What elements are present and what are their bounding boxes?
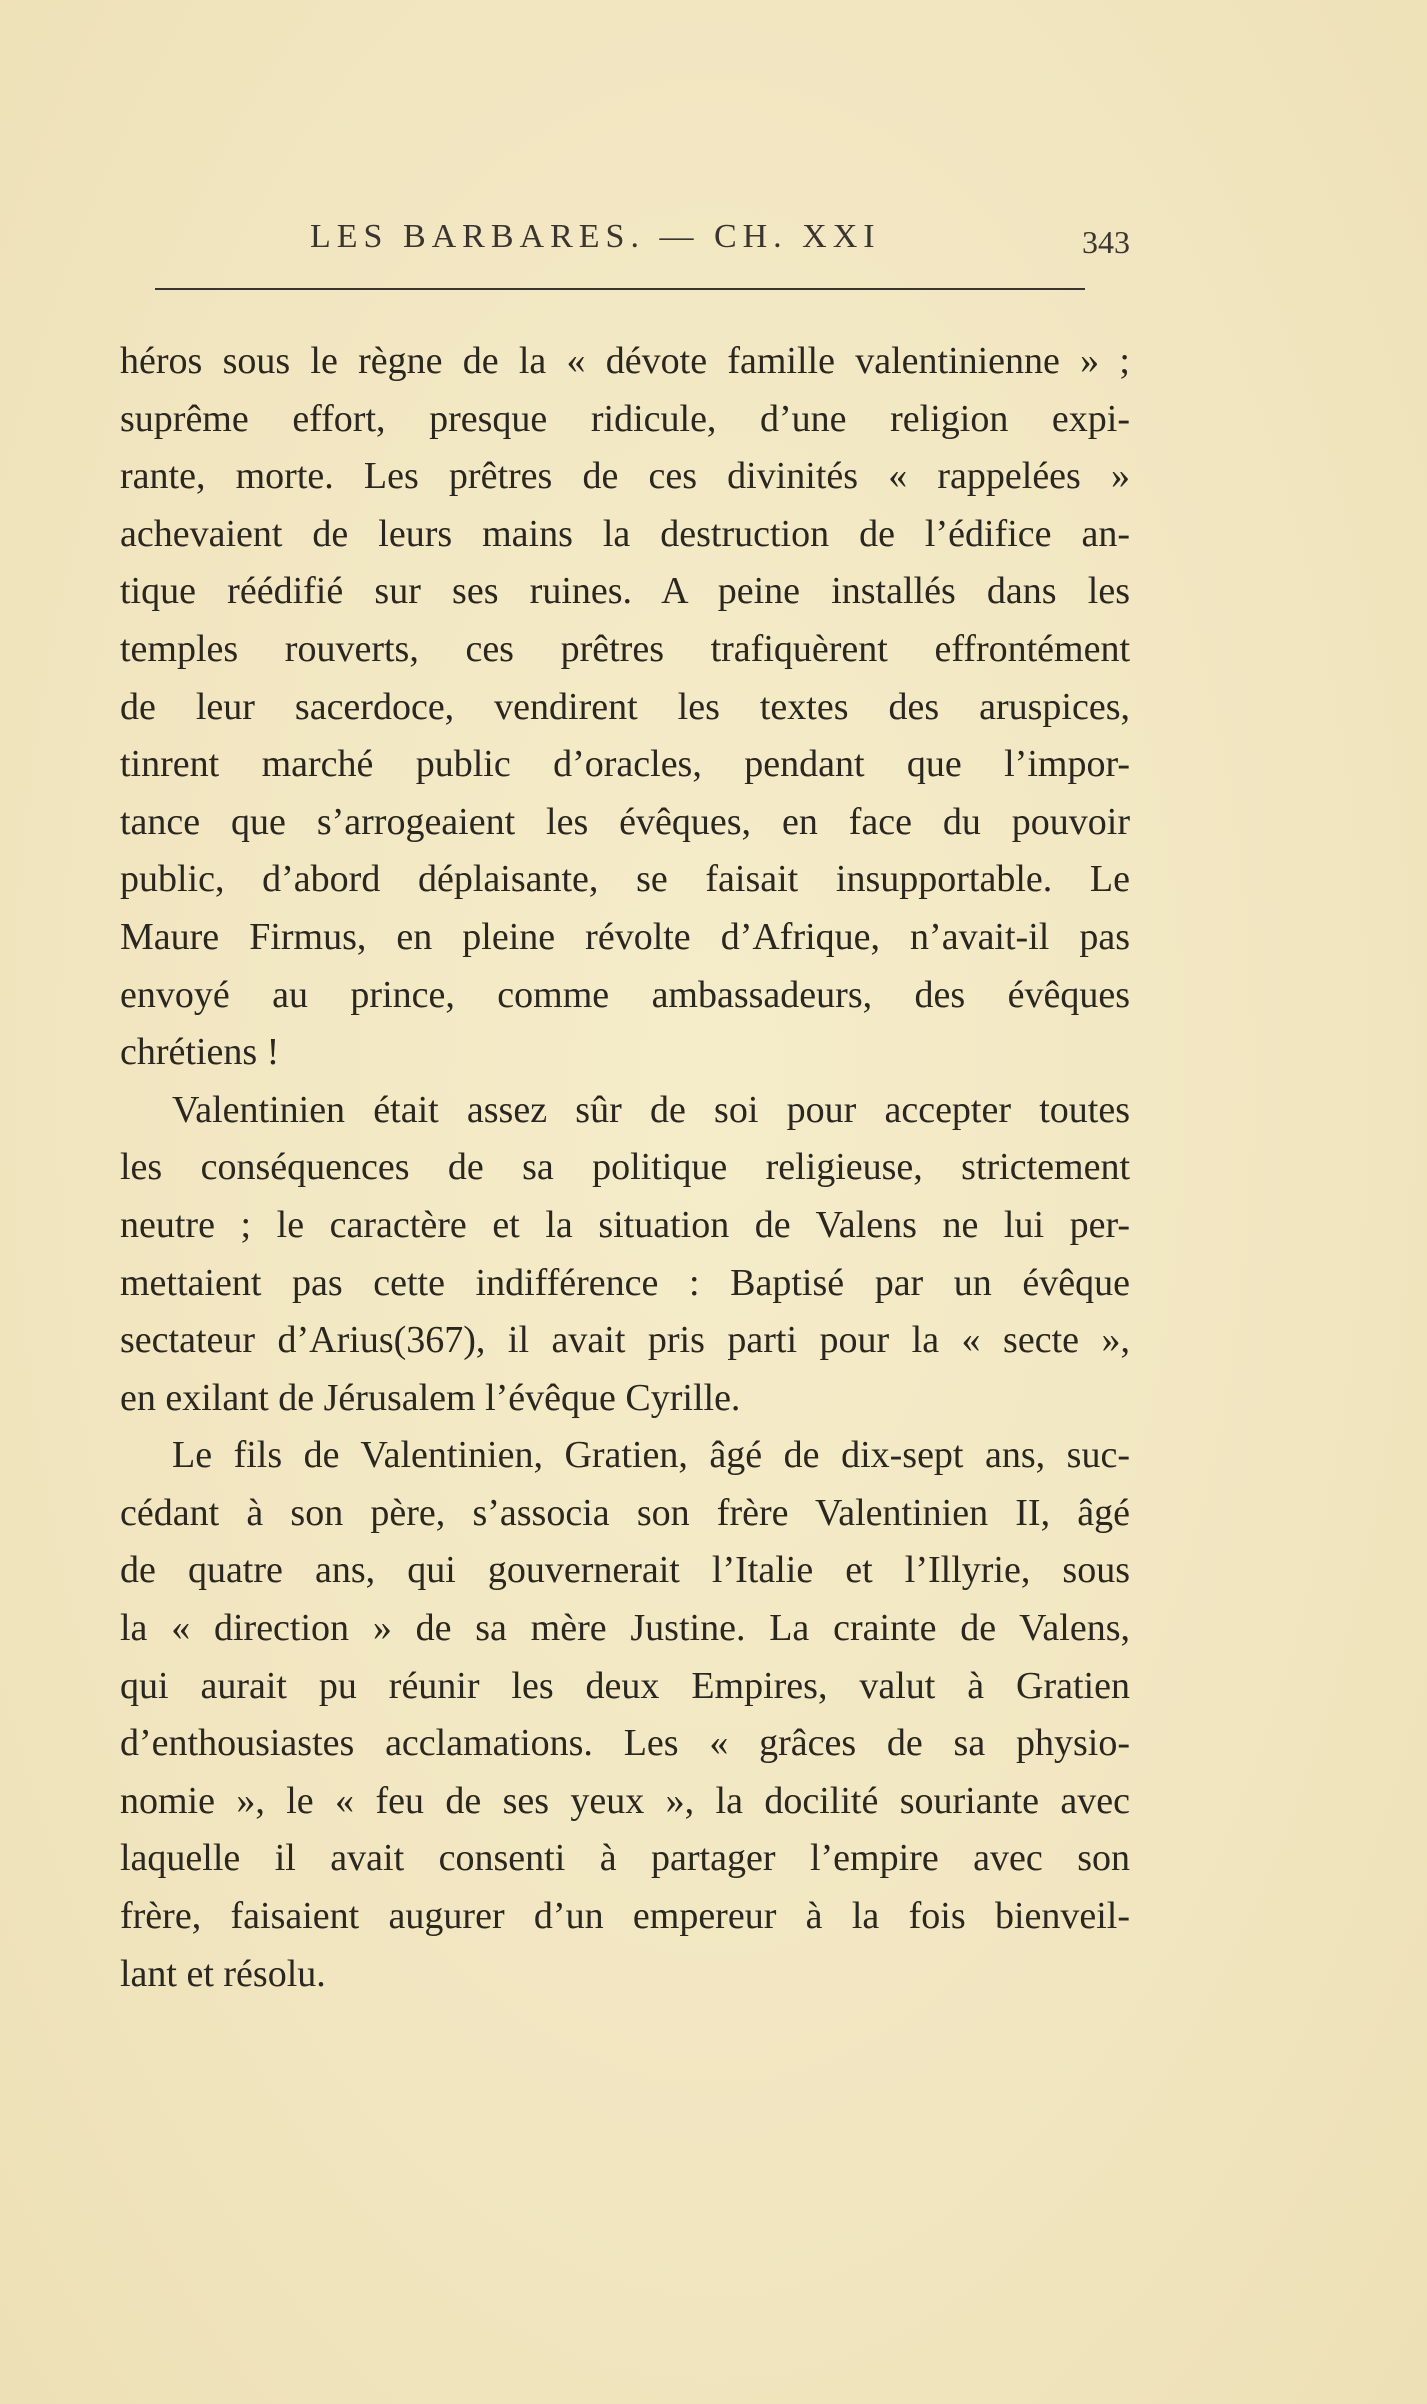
- text-line: de leur sacerdoce, vendirent les textes des aruspices,: [120, 685, 1130, 728]
- text-line: de quatre ans, qui gouvernerait l’Italie et l’Illyrie, sous: [120, 1549, 1130, 1592]
- text-line: mettaient pas cette indifférence : Baptisé par un évêque: [120, 1261, 1130, 1304]
- text-line: chrétiens !: [120, 1031, 280, 1074]
- text-line: tinrent marché public d’oracles, pendant que l’impor-: [120, 743, 1130, 786]
- text-line: envoyé au prince, comme ambassadeurs, des évêques: [120, 973, 1130, 1016]
- text-line: suprême effort, presque ridicule, d’une religion expi-: [120, 397, 1130, 440]
- text-line: les conséquences de sa politique religieuse, strictement: [120, 1146, 1130, 1189]
- text-line: héros sous le règne de la « dévote famille valentinienne » ;: [120, 340, 1130, 382]
- text-line: public, d’abord déplaisante, se faisait insupportable. Le: [120, 858, 1130, 901]
- text-line: temples rouverts, ces prêtres trafiquèrent effrontément: [120, 627, 1130, 670]
- text-line: Maure Firmus, en pleine révolte d’Afrique, n’avait-il pas: [120, 915, 1130, 958]
- text-line: achevaient de leurs mains la destruction de l’édifice an-: [120, 512, 1130, 555]
- text-line: tance que s’arrogeaient les évêques, en face du pouvoir: [120, 800, 1130, 843]
- text-line: qui aurait pu réunir les deux Empires, valut à Gratien: [120, 1664, 1130, 1707]
- running-title: LES BARBARES. — CH. XXI: [310, 218, 881, 255]
- text-line: en exilant de Jérusalem l’évêque Cyrille.: [120, 1376, 741, 1419]
- text-line: cédant à son père, s’associa son frère Valentinien II, âgé: [120, 1491, 1130, 1534]
- page-header: [120, 218, 1130, 268]
- page-number: 343: [1082, 224, 1130, 260]
- body-text: [120, 333, 1130, 2003]
- text-line: lant et résolu.: [120, 1952, 326, 1995]
- text-line: sectateur d’Arius(367), il avait pris parti pour la « secte »,: [120, 1319, 1130, 1362]
- text-line: tique réédifié sur ses ruines. A peine installés dans les: [120, 570, 1130, 613]
- header-rule: [155, 288, 1085, 290]
- text-line: frère, faisaient augurer d’un empereur à la fois bienveil-: [120, 1895, 1130, 1938]
- text-line: rante, morte. Les prêtres de ces divinités « rappelées »: [120, 455, 1130, 498]
- text-line: d’enthousiastes acclamations. Les « grâces de sa physio-: [120, 1722, 1130, 1765]
- text-line: nomie », le « feu de ses yeux », la docilité souriante avec: [120, 1779, 1130, 1822]
- text-line: laquelle il avait consenti à partager l’empire avec son: [120, 1837, 1130, 1880]
- text-line: neutre ; le caractère et la situation de Valens ne lui per-: [120, 1203, 1130, 1246]
- text-line: la « direction » de sa mère Justine. La crainte de Valens,: [120, 1607, 1130, 1650]
- paragraph-first-line: Le fils de Valentinien, Gratien, âgé de dix-sept ans, suc-: [172, 1434, 1130, 1477]
- paragraph-first-line: Valentinien était assez sûr de soi pour accepter toutes: [172, 1088, 1130, 1131]
